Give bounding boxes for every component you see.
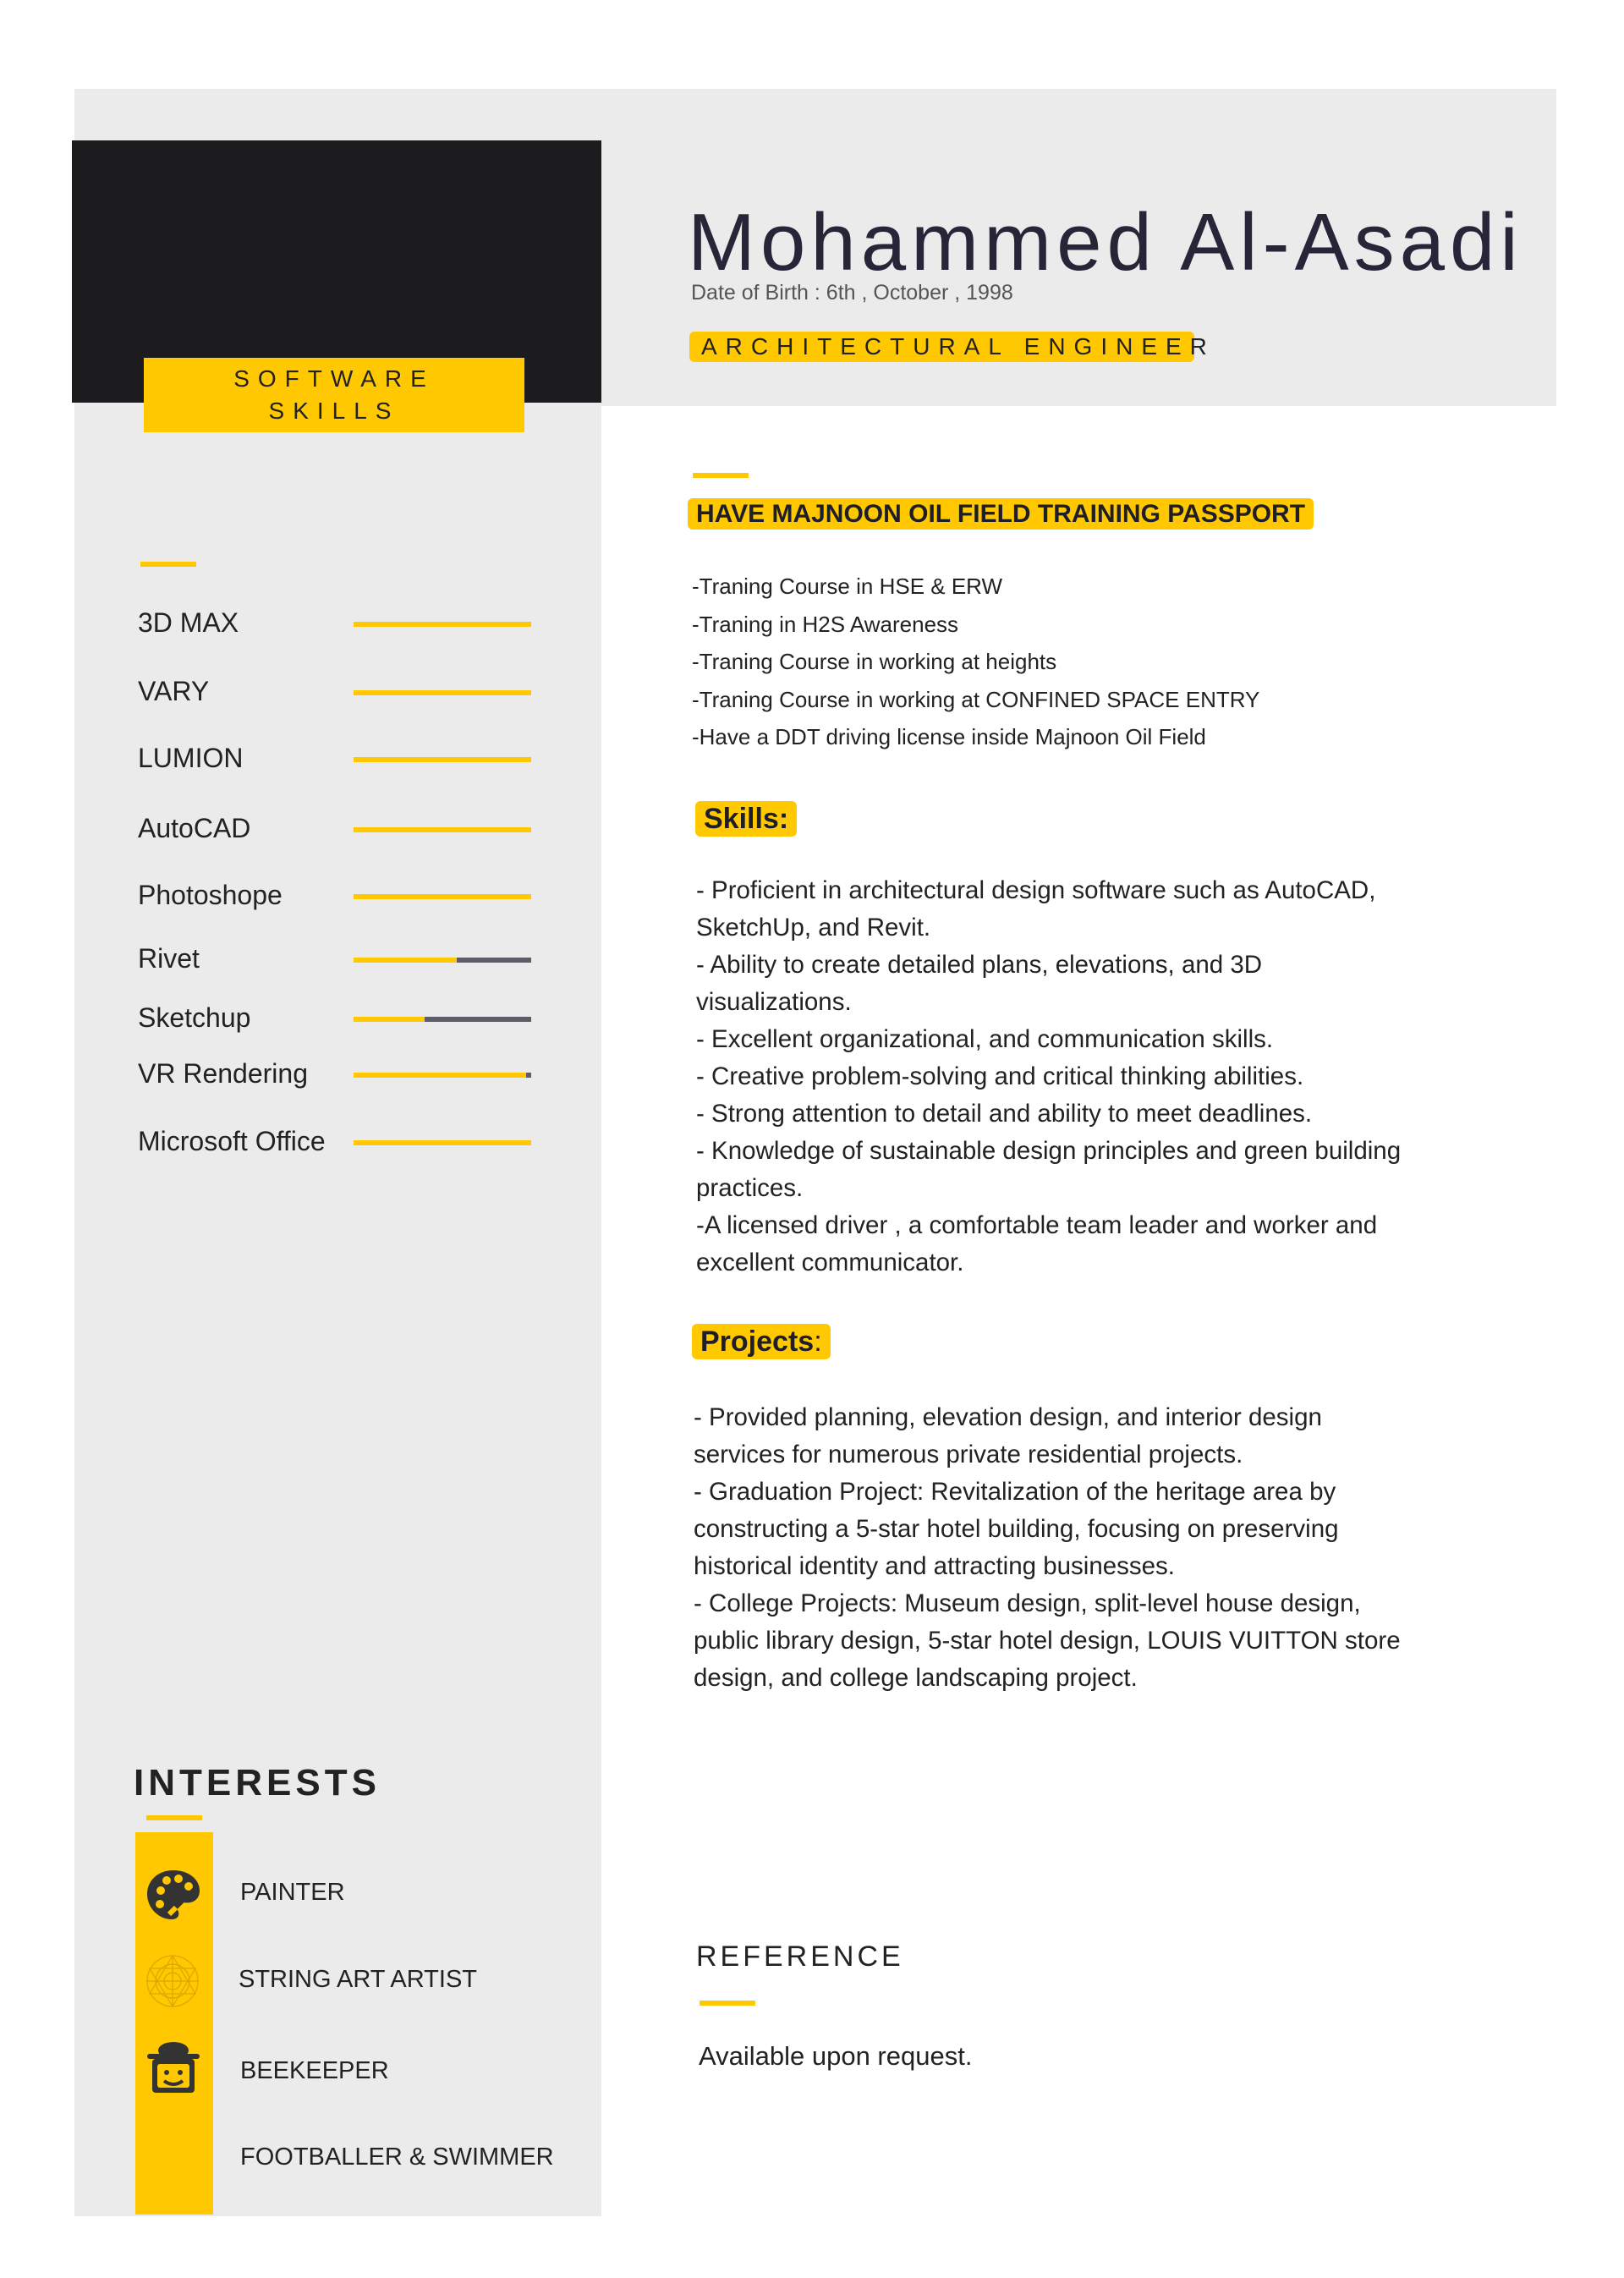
palette-icon (144, 1865, 203, 1924)
reference-accent-bar (700, 2001, 755, 2006)
skill-level-bar (354, 1017, 531, 1022)
text-line: excellent communicator. (696, 1249, 964, 1276)
text-line: - Excellent organizational, and communication skills. (696, 1025, 1274, 1053)
text-line: public library design, 5-star hotel design, LOUIS VUITTON store (694, 1627, 1401, 1655)
skill-level-fill (354, 958, 457, 963)
software-skills-label: SOFTWARE SKILLS (144, 358, 524, 432)
skills-accent-bar (140, 562, 196, 567)
text-line: - Ability to create detailed plans, elevations, and 3D (696, 951, 1263, 979)
skill-row (138, 741, 535, 775)
skill-row (138, 674, 535, 708)
skill-row (138, 1057, 535, 1090)
skill-row (138, 1001, 535, 1035)
role-title: ARCHITECTURAL ENGINEER (701, 333, 1215, 360)
projects-heading: Projects: (692, 1325, 831, 1359)
skill-name: LUMION (138, 743, 244, 773)
skill-row (138, 606, 535, 639)
skill-name: 3D MAX (138, 607, 239, 638)
skill-level-bar (354, 757, 531, 762)
interest-label: BEEKEEPER (240, 2057, 389, 2084)
text-line: -A licensed driver , a comfortable team leader and worker and (696, 1211, 1378, 1239)
skill-row (138, 1124, 535, 1158)
list-item: -Have a DDT driving license inside Majnoon Oil Field (692, 724, 1206, 749)
text-line: - Graduation Project: Revitalization of the heritage area by (694, 1478, 1336, 1506)
text-line: - College Projects: Museum design, split-level house design, (694, 1589, 1361, 1617)
skill-name: Rivet (138, 943, 200, 974)
text-line: design, and college landscaping project. (694, 1664, 1138, 1692)
skill-row (138, 811, 535, 845)
interest-label: PAINTER (240, 1879, 345, 1906)
skill-row (138, 941, 535, 975)
text-line: - Proficient in architectural design software such as AutoCAD, (696, 876, 1376, 904)
interest-label: FOOTBALLER & SWIMMER (240, 2144, 554, 2171)
text-line: services for numerous private residential projects. (694, 1441, 1243, 1468)
text-line: visualizations. (696, 988, 852, 1016)
text-line: - Provided planning, elevation design, and interior design (694, 1403, 1322, 1431)
skills-heading: Skills: (695, 802, 797, 836)
text-line: constructing a 5-star hotel building, focusing on preserving (694, 1515, 1339, 1543)
reference-text: Available upon request. (699, 2041, 973, 2071)
skill-level-bar (354, 622, 531, 627)
beekeeper-icon (144, 2039, 203, 2098)
training-accent-bar (693, 473, 749, 478)
skill-level-fill (354, 827, 531, 832)
skill-level-fill (354, 1073, 526, 1078)
skill-level-fill (354, 757, 531, 762)
text-line: - Strong attention to detail and ability to meet deadlines. (696, 1100, 1313, 1128)
skill-row (138, 878, 535, 912)
skill-name: AutoCAD (138, 813, 251, 843)
training-heading: HAVE MAJNOON OIL FIELD TRAINING PASSPORT (688, 497, 1314, 531)
skill-level-fill (354, 1017, 425, 1022)
reference-title: REFERENCE (696, 1940, 904, 1973)
skill-level-fill (354, 894, 531, 899)
candidate-name: Mohammed Al-Asadi (688, 197, 1523, 288)
skill-level-bar (354, 894, 531, 899)
skill-name: Sketchup (138, 1002, 251, 1033)
skill-name: Photoshope (138, 880, 283, 910)
date-of-birth: Date of Birth : 6th , October , 1998 (691, 281, 1013, 305)
text-line: - Creative problem-solving and critical thinking abilities. (696, 1062, 1304, 1090)
skills-paragraph (696, 872, 1401, 1282)
role-badge (689, 332, 1215, 362)
list-item: -Traning Course in working at heights (692, 649, 1057, 674)
training-list (692, 568, 1259, 756)
skill-name: VARY (138, 676, 210, 706)
interest-label: STRING ART ARTIST (239, 1966, 478, 1993)
skill-level-bar (354, 827, 531, 832)
skill-name: VR Rendering (138, 1058, 308, 1089)
list-item: -Traning in H2S Awareness (692, 611, 959, 637)
text-line: SketchUp, and Revit. (696, 914, 931, 941)
skill-level-fill (354, 622, 531, 627)
skill-level-fill (354, 690, 531, 695)
list-item: -Traning Course in HSE & ERW (692, 574, 1003, 599)
projects-paragraph (694, 1399, 1401, 1697)
list-item: -Traning Course in working at CONFINED SPACE ENTRY (692, 686, 1260, 712)
string-art-icon (143, 1951, 202, 2011)
skill-level-bar (354, 690, 531, 695)
interests-title: INTERESTS (134, 1762, 381, 1803)
skill-level-bar (354, 1073, 531, 1078)
interests-accent-bar (146, 1815, 202, 1820)
text-line: historical identity and attracting businesses. (694, 1552, 1175, 1580)
skill-level-bar (354, 958, 531, 963)
text-line: - Knowledge of sustainable design principles and green building (696, 1137, 1402, 1165)
text-line: practices. (696, 1174, 804, 1202)
skill-level-bar (354, 1140, 531, 1145)
skill-level-fill (354, 1140, 531, 1145)
skill-name: Microsoft Office (138, 1126, 326, 1156)
